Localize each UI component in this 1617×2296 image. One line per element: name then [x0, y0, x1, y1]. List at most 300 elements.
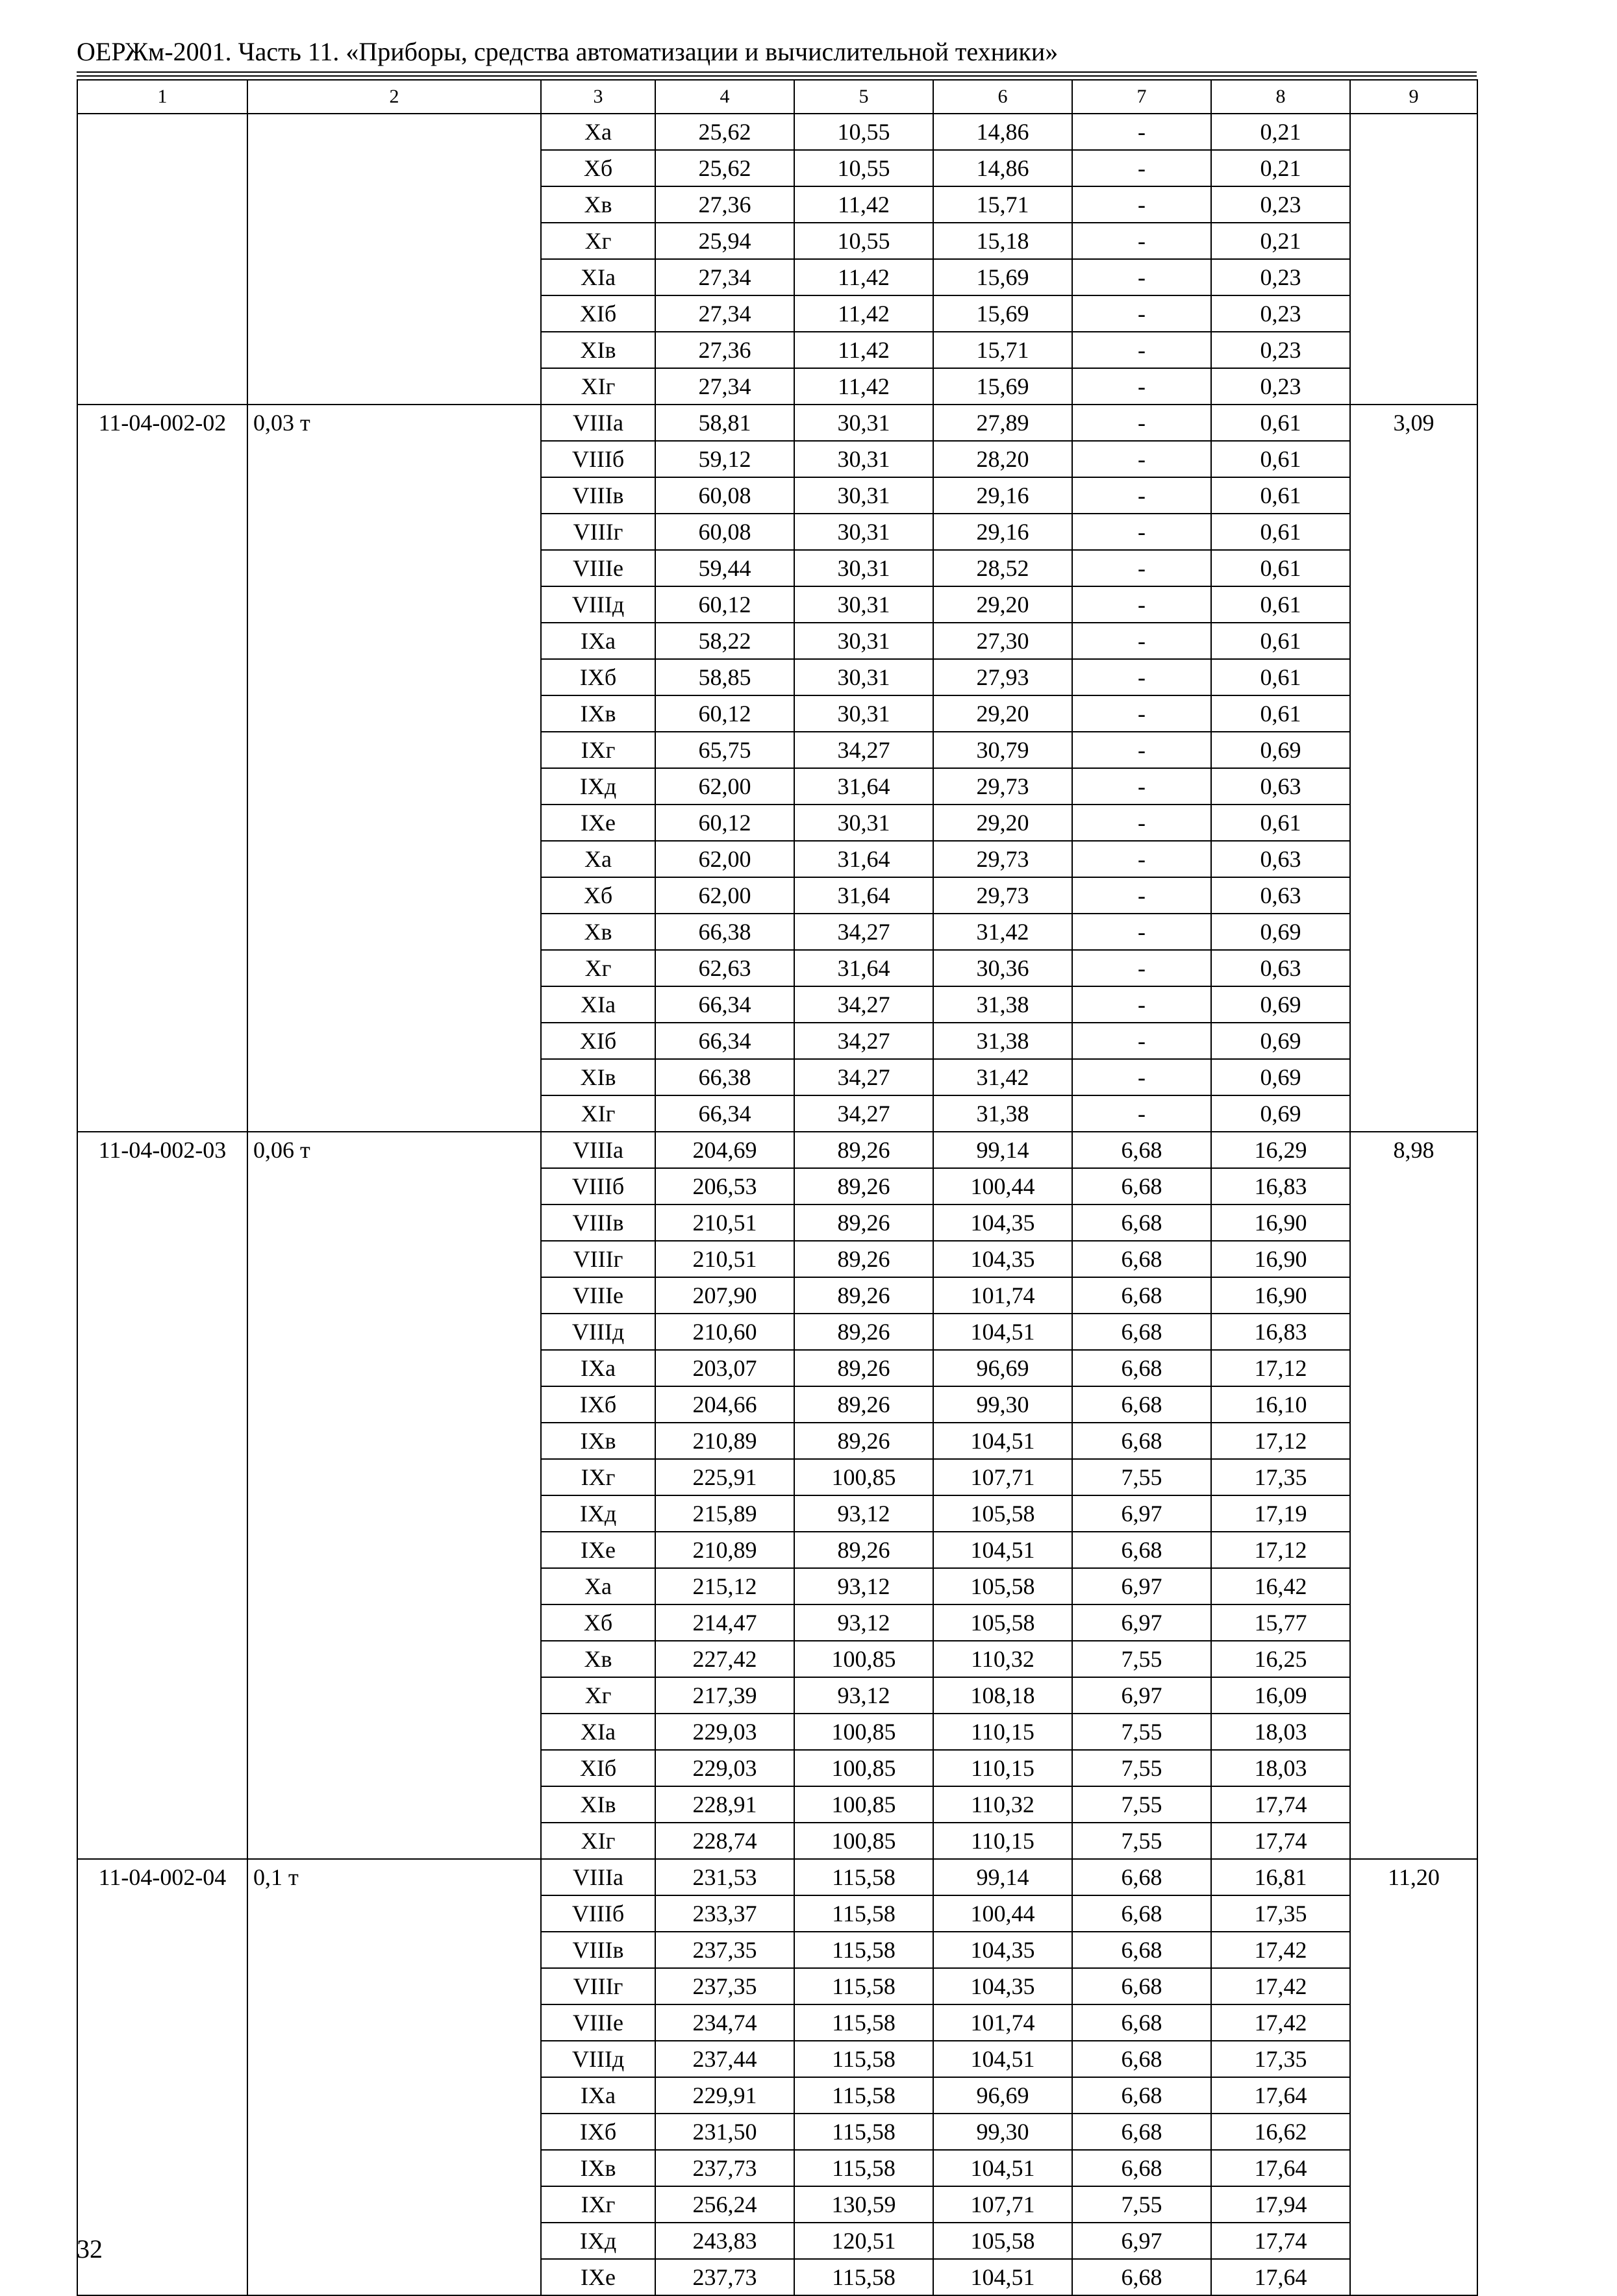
zone-cell: VIIIв	[541, 1932, 655, 1968]
value-cell: 31,38	[933, 1095, 1072, 1132]
value-cell: 17,12	[1211, 1350, 1350, 1386]
zone-cell: VIIIб	[541, 441, 655, 477]
value-cell: 18,03	[1211, 1714, 1350, 1750]
value-cell: -	[1072, 986, 1211, 1023]
value-cell: 15,69	[933, 295, 1072, 332]
value-cell: 58,85	[655, 659, 794, 695]
value-cell: 7,55	[1072, 1786, 1211, 1823]
value-cell: 115,58	[794, 2114, 933, 2150]
zone-cell: IXд	[541, 1495, 655, 1532]
value-cell: 115,58	[794, 2259, 933, 2295]
value-cell: 62,63	[655, 950, 794, 986]
value-cell: 7,55	[1072, 1714, 1211, 1750]
value-cell: 17,64	[1211, 2077, 1350, 2114]
value-cell: 0,69	[1211, 986, 1350, 1023]
value-cell: 237,73	[655, 2150, 794, 2186]
zone-cell: IXб	[541, 2114, 655, 2150]
value-cell: 89,26	[794, 1350, 933, 1386]
value-cell: 89,26	[794, 1277, 933, 1314]
zone-cell: VIIIд	[541, 1314, 655, 1350]
zone-cell: IXв	[541, 1423, 655, 1459]
value-cell: 204,66	[655, 1386, 794, 1423]
value-cell: 237,73	[655, 2259, 794, 2295]
zone-cell: IXб	[541, 659, 655, 695]
value-cell: 107,71	[933, 1459, 1072, 1495]
weight-cell: 0,1 т	[247, 1859, 541, 2295]
value-cell: 66,34	[655, 1023, 794, 1059]
value-cell: 16,42	[1211, 1568, 1350, 1604]
value-cell: 17,94	[1211, 2186, 1350, 2223]
value-cell: 16,81	[1211, 1859, 1350, 1895]
zone-cell: XIб	[541, 295, 655, 332]
column-9-cell: 11,20	[1350, 1859, 1477, 2295]
value-cell: 15,77	[1211, 1604, 1350, 1641]
value-cell: 234,74	[655, 2004, 794, 2041]
value-cell: 34,27	[794, 986, 933, 1023]
value-cell: 0,61	[1211, 805, 1350, 841]
value-cell: 110,15	[933, 1750, 1072, 1786]
value-cell: 30,31	[794, 477, 933, 514]
value-cell: 0,69	[1211, 914, 1350, 950]
value-cell: 29,73	[933, 768, 1072, 805]
value-cell: -	[1072, 950, 1211, 986]
value-cell: 7,55	[1072, 1641, 1211, 1677]
value-cell: -	[1072, 1095, 1211, 1132]
rate-code-cell: 11-04-002-03	[77, 1132, 247, 1859]
value-cell: 215,89	[655, 1495, 794, 1532]
value-cell: 16,29	[1211, 1132, 1350, 1168]
zone-cell: IXд	[541, 2223, 655, 2259]
column-number: 8	[1211, 80, 1350, 114]
value-cell: 31,38	[933, 1023, 1072, 1059]
value-cell: 66,34	[655, 1095, 794, 1132]
value-cell: 31,64	[794, 841, 933, 877]
value-cell: 0,61	[1211, 586, 1350, 623]
value-cell: 31,38	[933, 986, 1072, 1023]
value-cell: 7,55	[1072, 1459, 1211, 1495]
value-cell: 27,89	[933, 405, 1072, 441]
zone-cell: IXа	[541, 623, 655, 659]
zone-cell: IXв	[541, 2150, 655, 2186]
value-cell: 100,44	[933, 1168, 1072, 1204]
value-cell: 16,62	[1211, 2114, 1350, 2150]
value-cell: 17,64	[1211, 2150, 1350, 2186]
value-cell: 14,86	[933, 150, 1072, 186]
value-cell: 29,20	[933, 805, 1072, 841]
table-row	[77, 1132, 1477, 1168]
value-cell: 207,90	[655, 1277, 794, 1314]
value-cell: 115,58	[794, 2041, 933, 2077]
value-cell: 104,51	[933, 1423, 1072, 1459]
value-cell: 7,55	[1072, 1750, 1211, 1786]
value-cell: 30,31	[794, 695, 933, 732]
value-cell: 115,58	[794, 2004, 933, 2041]
value-cell: 96,69	[933, 1350, 1072, 1386]
value-cell: 6,68	[1072, 2150, 1211, 2186]
value-cell: -	[1072, 223, 1211, 259]
value-cell: 100,85	[794, 1823, 933, 1859]
value-cell: 30,31	[794, 623, 933, 659]
page-header-title: ОЕРЖм-2001. Часть 11. «Приборы, средства автоматизации и вычислительной техники»	[77, 37, 1059, 66]
value-cell: 93,12	[794, 1604, 933, 1641]
value-cell: 6,68	[1072, 1423, 1211, 1459]
value-cell: 6,68	[1072, 1204, 1211, 1241]
page-number: 32	[77, 2234, 103, 2264]
value-cell: 215,12	[655, 1568, 794, 1604]
zone-cell: XIг	[541, 368, 655, 405]
value-cell: 210,51	[655, 1204, 794, 1241]
value-cell: 217,39	[655, 1677, 794, 1714]
value-cell: 30,31	[794, 659, 933, 695]
column-9-cell	[1350, 114, 1477, 405]
value-cell: 10,55	[794, 114, 933, 150]
weight-cell: 0,06 т	[247, 1132, 541, 1859]
value-cell: 65,75	[655, 732, 794, 768]
value-cell: 17,35	[1211, 2041, 1350, 2077]
table-row	[77, 114, 1477, 150]
value-cell: 0,21	[1211, 223, 1350, 259]
value-cell: 99,14	[933, 1859, 1072, 1895]
value-cell: 31,64	[794, 877, 933, 914]
zone-cell: IXе	[541, 805, 655, 841]
value-cell: 0,61	[1211, 550, 1350, 586]
value-cell: 96,69	[933, 2077, 1072, 2114]
value-cell: -	[1072, 295, 1211, 332]
value-cell: 210,51	[655, 1241, 794, 1277]
column-number: 9	[1350, 80, 1477, 114]
value-cell: 237,35	[655, 1968, 794, 2004]
value-cell: 233,37	[655, 1895, 794, 1932]
value-cell: 6,68	[1072, 1859, 1211, 1895]
value-cell: 6,68	[1072, 1532, 1211, 1568]
value-cell: 110,32	[933, 1786, 1072, 1823]
value-cell: 16,90	[1211, 1204, 1350, 1241]
value-cell: 104,51	[933, 2259, 1072, 2295]
value-cell: 210,89	[655, 1532, 794, 1568]
value-cell: 16,90	[1211, 1277, 1350, 1314]
value-cell: 115,58	[794, 1932, 933, 1968]
value-cell: -	[1072, 441, 1211, 477]
value-cell: 66,34	[655, 986, 794, 1023]
zone-cell: IXг	[541, 732, 655, 768]
value-cell: -	[1072, 114, 1211, 150]
value-cell: 104,35	[933, 1932, 1072, 1968]
value-cell: 227,42	[655, 1641, 794, 1677]
zone-cell: VIIIа	[541, 1132, 655, 1168]
value-cell: 16,10	[1211, 1386, 1350, 1423]
zone-cell: Xа	[541, 114, 655, 150]
value-cell: 60,08	[655, 514, 794, 550]
value-cell: 206,53	[655, 1168, 794, 1204]
value-cell: 29,73	[933, 877, 1072, 914]
value-cell: -	[1072, 405, 1211, 441]
zone-cell: VIIIд	[541, 586, 655, 623]
value-cell: 27,34	[655, 295, 794, 332]
value-cell: 16,90	[1211, 1241, 1350, 1277]
value-cell: 105,58	[933, 1495, 1072, 1532]
value-cell: 93,12	[794, 1677, 933, 1714]
value-cell: 0,61	[1211, 405, 1350, 441]
value-cell: 110,15	[933, 1714, 1072, 1750]
value-cell: 60,12	[655, 805, 794, 841]
value-cell: 225,91	[655, 1459, 794, 1495]
value-cell: 89,26	[794, 1204, 933, 1241]
value-cell: 0,63	[1211, 768, 1350, 805]
value-cell: 99,30	[933, 2114, 1072, 2150]
value-cell: 17,74	[1211, 1823, 1350, 1859]
value-cell: 0,61	[1211, 477, 1350, 514]
value-cell: -	[1072, 695, 1211, 732]
value-cell: 0,61	[1211, 695, 1350, 732]
value-cell: 104,51	[933, 2041, 1072, 2077]
zone-cell: XIа	[541, 259, 655, 295]
value-cell: -	[1072, 877, 1211, 914]
zone-cell: IXд	[541, 768, 655, 805]
value-cell: 30,79	[933, 732, 1072, 768]
value-cell: 89,26	[794, 1532, 933, 1568]
zone-cell: IXа	[541, 1350, 655, 1386]
zone-cell: Xв	[541, 914, 655, 950]
value-cell: 0,23	[1211, 259, 1350, 295]
value-cell: 89,26	[794, 1423, 933, 1459]
value-cell: 29,73	[933, 841, 1072, 877]
value-cell: 28,52	[933, 550, 1072, 586]
zone-cell: VIIIб	[541, 1168, 655, 1204]
value-cell: 17,12	[1211, 1532, 1350, 1568]
value-cell: 62,00	[655, 877, 794, 914]
value-cell: 58,81	[655, 405, 794, 441]
value-cell: 25,62	[655, 150, 794, 186]
value-cell: 214,47	[655, 1604, 794, 1641]
value-cell: 115,58	[794, 1895, 933, 1932]
zone-cell: Xа	[541, 841, 655, 877]
value-cell: 30,31	[794, 550, 933, 586]
value-cell: -	[1072, 732, 1211, 768]
value-cell: 15,71	[933, 186, 1072, 223]
value-cell: 15,18	[933, 223, 1072, 259]
value-cell: 17,42	[1211, 2004, 1350, 2041]
value-cell: 31,42	[933, 1059, 1072, 1095]
value-cell: 30,31	[794, 514, 933, 550]
value-cell: 62,00	[655, 841, 794, 877]
zone-cell: XIа	[541, 986, 655, 1023]
value-cell: 0,69	[1211, 1023, 1350, 1059]
zone-cell: XIв	[541, 1786, 655, 1823]
value-cell: -	[1072, 368, 1211, 405]
value-cell: 99,14	[933, 1132, 1072, 1168]
value-cell: 93,12	[794, 1495, 933, 1532]
value-cell: -	[1072, 805, 1211, 841]
value-cell: 115,58	[794, 1968, 933, 2004]
value-cell: 100,85	[794, 1459, 933, 1495]
value-cell: 6,68	[1072, 1968, 1211, 2004]
zone-cell: XIг	[541, 1823, 655, 1859]
value-cell: 29,20	[933, 586, 1072, 623]
zone-cell: VIIIв	[541, 1204, 655, 1241]
value-cell: 105,58	[933, 2223, 1072, 2259]
zone-cell: VIIIг	[541, 1241, 655, 1277]
value-cell: 101,74	[933, 2004, 1072, 2041]
value-cell: 0,23	[1211, 332, 1350, 368]
value-cell: 6,68	[1072, 1241, 1211, 1277]
value-cell: 59,12	[655, 441, 794, 477]
value-cell: 105,58	[933, 1604, 1072, 1641]
value-cell: 28,20	[933, 441, 1072, 477]
value-cell: -	[1072, 623, 1211, 659]
value-cell: 27,93	[933, 659, 1072, 695]
value-cell: 89,26	[794, 1241, 933, 1277]
value-cell: 14,86	[933, 114, 1072, 150]
value-cell: -	[1072, 259, 1211, 295]
value-cell: 6,68	[1072, 1895, 1211, 1932]
value-cell: 6,68	[1072, 1277, 1211, 1314]
value-cell: 89,26	[794, 1132, 933, 1168]
value-cell: 25,62	[655, 114, 794, 150]
value-cell: 0,61	[1211, 623, 1350, 659]
value-cell: 105,58	[933, 1568, 1072, 1604]
value-cell: 6,97	[1072, 1568, 1211, 1604]
zone-cell: XIб	[541, 1023, 655, 1059]
value-cell: 11,42	[794, 186, 933, 223]
value-cell: -	[1072, 150, 1211, 186]
zone-cell: IXг	[541, 2186, 655, 2223]
zone-cell: XIа	[541, 1714, 655, 1750]
value-cell: 115,58	[794, 1859, 933, 1895]
value-cell: 237,35	[655, 1932, 794, 1968]
zone-cell: VIIIа	[541, 405, 655, 441]
value-cell: 6,68	[1072, 2077, 1211, 2114]
value-cell: 10,55	[794, 223, 933, 259]
zone-cell: Xб	[541, 1604, 655, 1641]
value-cell: 16,09	[1211, 1677, 1350, 1714]
value-cell: 0,63	[1211, 950, 1350, 986]
column-number: 6	[933, 80, 1072, 114]
value-cell: -	[1072, 586, 1211, 623]
value-cell: 60,12	[655, 695, 794, 732]
value-cell: 228,91	[655, 1786, 794, 1823]
value-cell: -	[1072, 186, 1211, 223]
zone-cell: VIIIд	[541, 2041, 655, 2077]
value-cell: 89,26	[794, 1168, 933, 1204]
value-cell: -	[1072, 1059, 1211, 1095]
zone-cell: IXг	[541, 1459, 655, 1495]
value-cell: 6,68	[1072, 1932, 1211, 1968]
value-cell: 6,97	[1072, 1677, 1211, 1714]
value-cell: 6,68	[1072, 1168, 1211, 1204]
zone-cell: VIIIе	[541, 2004, 655, 2041]
value-cell: 30,31	[794, 586, 933, 623]
zone-cell: IXе	[541, 2259, 655, 2295]
value-cell: 204,69	[655, 1132, 794, 1168]
value-cell: 104,35	[933, 1968, 1072, 2004]
value-cell: 17,74	[1211, 2223, 1350, 2259]
weight-cell	[247, 114, 541, 405]
value-cell: 29,16	[933, 477, 1072, 514]
value-cell: 0,23	[1211, 368, 1350, 405]
value-cell: 7,55	[1072, 2186, 1211, 2223]
value-cell: 104,35	[933, 1241, 1072, 1277]
table-row	[77, 1859, 1477, 1895]
value-cell: 30,36	[933, 950, 1072, 986]
value-cell: 0,61	[1211, 514, 1350, 550]
value-cell: 60,12	[655, 586, 794, 623]
column-number: 7	[1072, 80, 1211, 114]
zone-cell: Xб	[541, 877, 655, 914]
value-cell: 6,68	[1072, 2259, 1211, 2295]
value-cell: 6,68	[1072, 1386, 1211, 1423]
value-cell: 6,68	[1072, 2041, 1211, 2077]
value-cell: 104,51	[933, 1532, 1072, 1568]
value-cell: 6,97	[1072, 2223, 1211, 2259]
value-cell: 89,26	[794, 1314, 933, 1350]
value-cell: 0,63	[1211, 877, 1350, 914]
value-cell: 27,34	[655, 368, 794, 405]
value-cell: -	[1072, 914, 1211, 950]
value-cell: 11,42	[794, 332, 933, 368]
value-cell: 11,42	[794, 295, 933, 332]
header-rule	[77, 75, 1477, 77]
value-cell: 6,68	[1072, 2004, 1211, 2041]
value-cell: -	[1072, 477, 1211, 514]
value-cell: -	[1072, 659, 1211, 695]
zone-cell: Xг	[541, 223, 655, 259]
rates-table-body	[77, 80, 1477, 2295]
value-cell: 16,83	[1211, 1314, 1350, 1350]
column-number-row	[77, 80, 1477, 114]
value-cell: 231,50	[655, 2114, 794, 2150]
value-cell: 17,64	[1211, 2259, 1350, 2295]
value-cell: 100,85	[794, 1786, 933, 1823]
value-cell: 17,35	[1211, 1459, 1350, 1495]
value-cell: -	[1072, 841, 1211, 877]
table-row	[77, 405, 1477, 441]
value-cell: 17,42	[1211, 1968, 1350, 2004]
value-cell: 101,74	[933, 1277, 1072, 1314]
value-cell: 11,42	[794, 368, 933, 405]
value-cell: 89,26	[794, 1386, 933, 1423]
rate-code-cell	[77, 114, 247, 405]
value-cell: 17,12	[1211, 1423, 1350, 1459]
value-cell: 6,68	[1072, 2114, 1211, 2150]
zone-cell: VIIIг	[541, 514, 655, 550]
column-9-cell: 3,09	[1350, 405, 1477, 1132]
value-cell: 66,38	[655, 1059, 794, 1095]
value-cell: -	[1072, 1023, 1211, 1059]
zone-cell: Xа	[541, 1568, 655, 1604]
column-number: 5	[794, 80, 933, 114]
value-cell: 6,97	[1072, 1495, 1211, 1532]
zone-cell: Xв	[541, 1641, 655, 1677]
zone-cell: IXб	[541, 1386, 655, 1423]
value-cell: 243,83	[655, 2223, 794, 2259]
value-cell: 7,55	[1072, 1823, 1211, 1859]
zone-cell: IXа	[541, 2077, 655, 2114]
value-cell: 30,31	[794, 405, 933, 441]
value-cell: 30,31	[794, 805, 933, 841]
zone-cell: VIIIв	[541, 477, 655, 514]
value-cell: 104,35	[933, 1204, 1072, 1241]
value-cell: 27,36	[655, 332, 794, 368]
zone-cell: IXе	[541, 1532, 655, 1568]
value-cell: 34,27	[794, 1059, 933, 1095]
value-cell: 17,42	[1211, 1932, 1350, 1968]
value-cell: 34,27	[794, 732, 933, 768]
zone-cell: VIIIе	[541, 1277, 655, 1314]
value-cell: 228,74	[655, 1823, 794, 1859]
value-cell: 17,74	[1211, 1786, 1350, 1823]
zone-cell: VIIIб	[541, 1895, 655, 1932]
zone-cell: Xг	[541, 1677, 655, 1714]
